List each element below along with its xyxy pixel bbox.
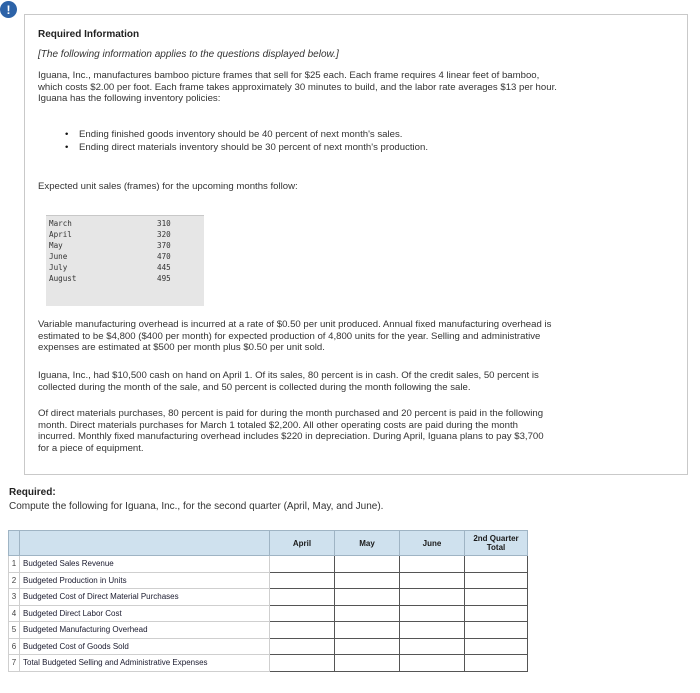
sales-units: 320	[157, 230, 171, 239]
intro-paragraph	[38, 70, 678, 105]
sales-row	[49, 252, 199, 263]
overhead-paragraph	[38, 319, 678, 354]
materials-paragraph	[38, 408, 678, 454]
april-input[interactable]	[270, 572, 335, 589]
required-text: Compute the following for Iguana, Inc., for the second quarter (April, May, and June).	[9, 501, 384, 512]
quarter-total-input[interactable]	[465, 655, 528, 672]
sales-row	[49, 263, 199, 274]
overhead-line: estimated to be $4,800 ($400 per month) for expected production of 4,800 units for the year. Selling and administrative	[38, 330, 541, 342]
sales-units: 370	[157, 241, 171, 250]
may-input[interactable]	[335, 622, 400, 639]
row-label: Budgeted Cost of Goods Sold	[20, 638, 270, 655]
row-number: 7	[9, 655, 20, 672]
may-input[interactable]	[335, 655, 400, 672]
info-title: Required Information	[38, 29, 140, 40]
may-input[interactable]	[335, 589, 400, 606]
required-information-panel	[24, 14, 688, 475]
april-input[interactable]	[270, 638, 335, 655]
sales-month: June	[49, 252, 68, 261]
sales-month: July	[49, 263, 68, 272]
may-input[interactable]	[335, 605, 400, 622]
april-input[interactable]	[270, 589, 335, 606]
quarter-total-input[interactable]	[465, 605, 528, 622]
materials-line: incurred. Monthly fixed manufacturing overhead includes $220 in depreciation. During April, Iguana plans to pay $3,700	[38, 431, 544, 442]
june-input[interactable]	[400, 589, 465, 606]
quarter-total-input[interactable]	[465, 622, 528, 639]
sales-units: 310	[157, 219, 171, 228]
june-input[interactable]	[400, 655, 465, 672]
table-row	[9, 622, 528, 639]
row-number: 5	[9, 622, 20, 639]
overhead-line: Variable manufacturing overhead is incurred at a rate of $0.50 per unit produced. Annual fixed manufacturing overhead is	[38, 319, 552, 330]
column-header-june: June	[400, 531, 465, 556]
row-number: 1	[9, 556, 20, 573]
may-input[interactable]	[335, 638, 400, 655]
sales-row	[49, 241, 199, 252]
cash-line: collected during the month of the sale, and 50 percent is collected during the month following the sale.	[38, 381, 471, 393]
answer-table	[8, 530, 528, 672]
sales-row	[49, 274, 199, 285]
row-label: Budgeted Sales Revenue	[20, 556, 270, 573]
sales-units: 445	[157, 263, 171, 272]
row-label: Budgeted Manufacturing Overhead	[20, 622, 270, 639]
quarter-total-input[interactable]	[465, 589, 528, 606]
table-row	[9, 638, 528, 655]
june-input[interactable]	[400, 638, 465, 655]
alert-icon: !	[0, 1, 17, 18]
row-number: 3	[9, 589, 20, 606]
table-row	[9, 572, 528, 589]
april-input[interactable]	[270, 605, 335, 622]
materials-line: Of direct materials purchases, 80 percent is paid for during the month purchased and 20 percent is paid in the following	[38, 408, 544, 419]
cash-line: Iguana, Inc., had $10,500 cash on hand on April 1. Of its sales, 80 percent is in cash. Of the credit sales, 50 percent is	[38, 370, 539, 381]
column-header-april: April	[270, 531, 335, 556]
intro-line: which costs $2.00 per foot. Each frame takes approximately 30 minutes to build, and the labor rate averages $13 per hour.	[38, 81, 557, 93]
row-label: Budgeted Production in Units	[20, 572, 270, 589]
row-label: Total Budgeted Selling and Administrative Expenses	[20, 655, 270, 672]
materials-line: for a piece of equipment.	[38, 442, 144, 454]
june-input[interactable]	[400, 556, 465, 573]
intro-line: Iguana, Inc., manufactures bamboo picture frames that sell for $25 each. Each frame requires 4 linear feet of bamboo,	[38, 70, 540, 81]
june-input[interactable]	[400, 622, 465, 639]
table-row	[9, 605, 528, 622]
answer-table-header	[9, 531, 528, 556]
sales-row	[49, 230, 199, 241]
quarter-total-input[interactable]	[465, 556, 528, 573]
april-input[interactable]	[270, 622, 335, 639]
june-input[interactable]	[400, 572, 465, 589]
row-label: Budgeted Cost of Direct Material Purchases	[20, 589, 270, 606]
policy-list	[65, 128, 428, 154]
column-header-quarter-total: 2nd Quarter Total	[465, 531, 528, 556]
quarter-total-input[interactable]	[465, 572, 528, 589]
expected-sales-table	[46, 215, 204, 306]
row-number: 4	[9, 605, 20, 622]
materials-line: month. Direct materials purchases for March 1 totaled $2,200. All other operating costs are paid during the month	[38, 419, 518, 431]
april-input[interactable]	[270, 556, 335, 573]
april-input[interactable]	[270, 655, 335, 672]
row-label: Budgeted Direct Labor Cost	[20, 605, 270, 622]
info-subtitle: [The following information applies to the questions displayed below.]	[38, 49, 339, 60]
table-row	[9, 655, 528, 672]
sales-units: 495	[157, 274, 171, 283]
required-label: Required:	[9, 487, 56, 498]
sales-month: August	[49, 274, 77, 283]
table-row	[9, 589, 528, 606]
intro-line: Iguana has the following inventory policies:	[38, 93, 221, 104]
row-number: 6	[9, 638, 20, 655]
sales-month: May	[49, 241, 63, 250]
quarter-total-input[interactable]	[465, 638, 528, 655]
table-row	[9, 556, 528, 573]
may-input[interactable]	[335, 572, 400, 589]
overhead-line: expenses are estimated at $500 per month plus $0.50 per unit sold.	[38, 342, 325, 353]
cash-paragraph	[38, 370, 678, 393]
policy-item: • Ending finished goods inventory should be 40 percent of next month's sales.	[65, 128, 428, 141]
sales-row	[49, 219, 199, 230]
column-header-may: May	[335, 531, 400, 556]
policy-item: • Ending direct materials inventory should be 30 percent of next month's production.	[65, 141, 428, 154]
sales-intro: Expected unit sales (frames) for the upcoming months follow:	[38, 181, 298, 192]
row-number: 2	[9, 572, 20, 589]
may-input[interactable]	[335, 556, 400, 573]
sales-month: March	[49, 219, 72, 228]
sales-units: 470	[157, 252, 171, 261]
sales-month: April	[49, 230, 72, 239]
june-input[interactable]	[400, 605, 465, 622]
